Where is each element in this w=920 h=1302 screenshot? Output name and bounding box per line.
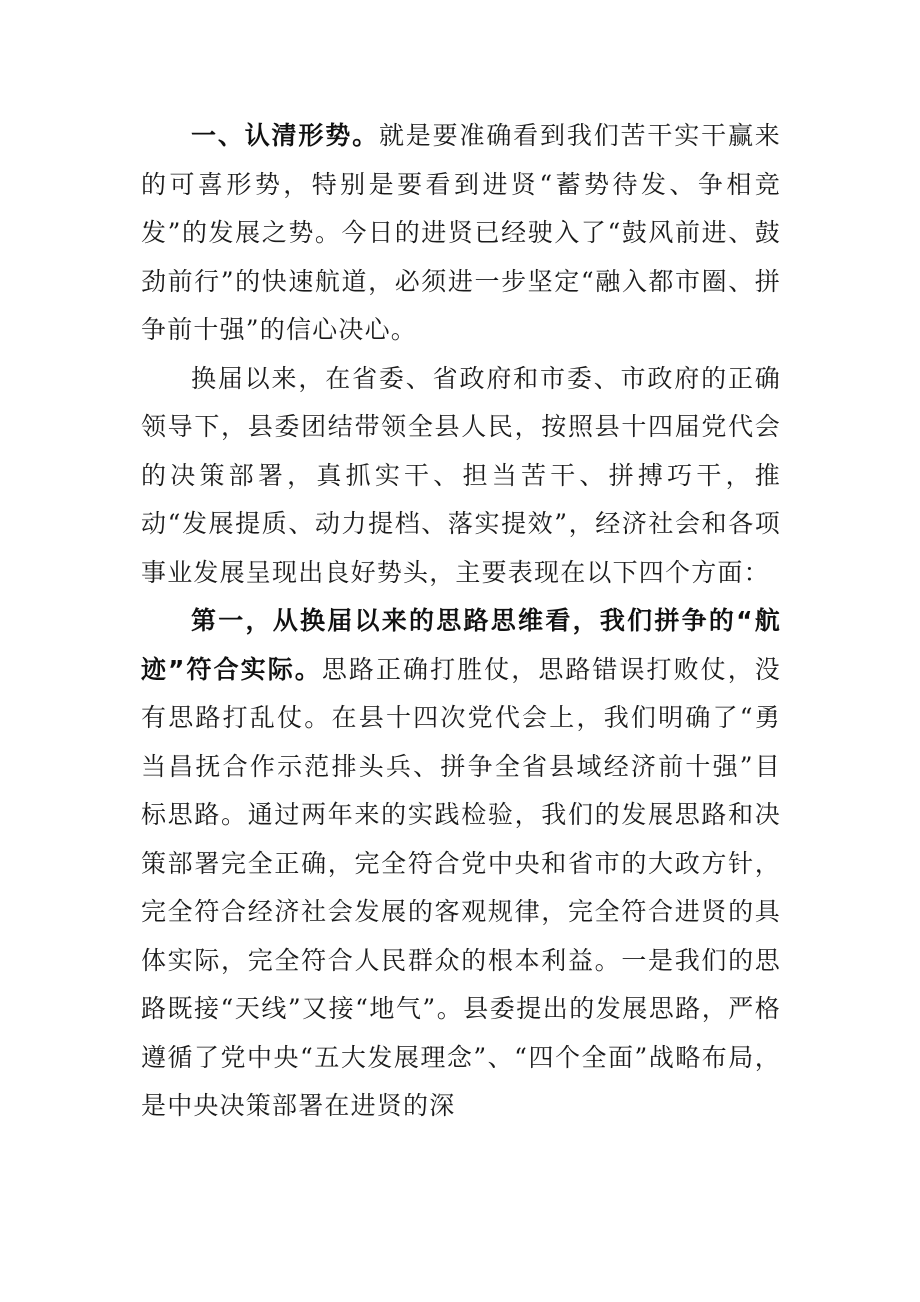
document-body	[141, 112, 781, 1131]
heading-first-point: 第一，从换届以来的思路思维看，我们拼争的“航迹”符合实际。	[141, 606, 781, 684]
paragraph-situation	[141, 112, 781, 355]
paragraph-first-point	[141, 597, 781, 1131]
paragraph-since-election	[141, 355, 781, 598]
paragraph-text: 就是要准确看到我们苦干实干赢来的可喜形势，特别是要看到进贤“蓄势待发、争相竞发”的发展之势。今日的进贤已经驶入了“鼓风前进、鼓劲前行”的快速航道，必须进一步坚定“融入都市圈、拼争前十强”的信心决心。	[141, 121, 781, 344]
heading-recognize-situation: 一、认清形势。	[191, 121, 379, 150]
paragraph-text: 换届以来，在省委、省政府和市委、市政府的正确领导下，县委团结带领全县人民，按照县十四届党代会的决策部署，真抓实干、担当苦干、拼搏巧干，推动“发展提质、动力提档、落实提效”，经济社会和各项事业发展呈现出良好势头，主要表现在以下四个方面：	[141, 363, 781, 587]
paragraph-text: 思路正确打胜仗，思路错误打败仗，没有思路打乱仗。在县十四次党代会上，我们明确了“勇当昌抚合作示范排头兵、拼争全省县域经济前十强”目标思路。通过两年来的实践检验，我们的发展思路和决策部署完全正确，完全符合党中央和省市的大政方针，完全符合经济社会发展的客观规律，完全符合进贤的具体实际，完全符合人民群众的根本利益。一是我们的思路既接“天线”又接“地气”。县委提出的发展思路，严格遵循了党中央“五大发展理念”、“四个全面”战略布局，是中央决策部署在进贤的深	[141, 654, 781, 1120]
